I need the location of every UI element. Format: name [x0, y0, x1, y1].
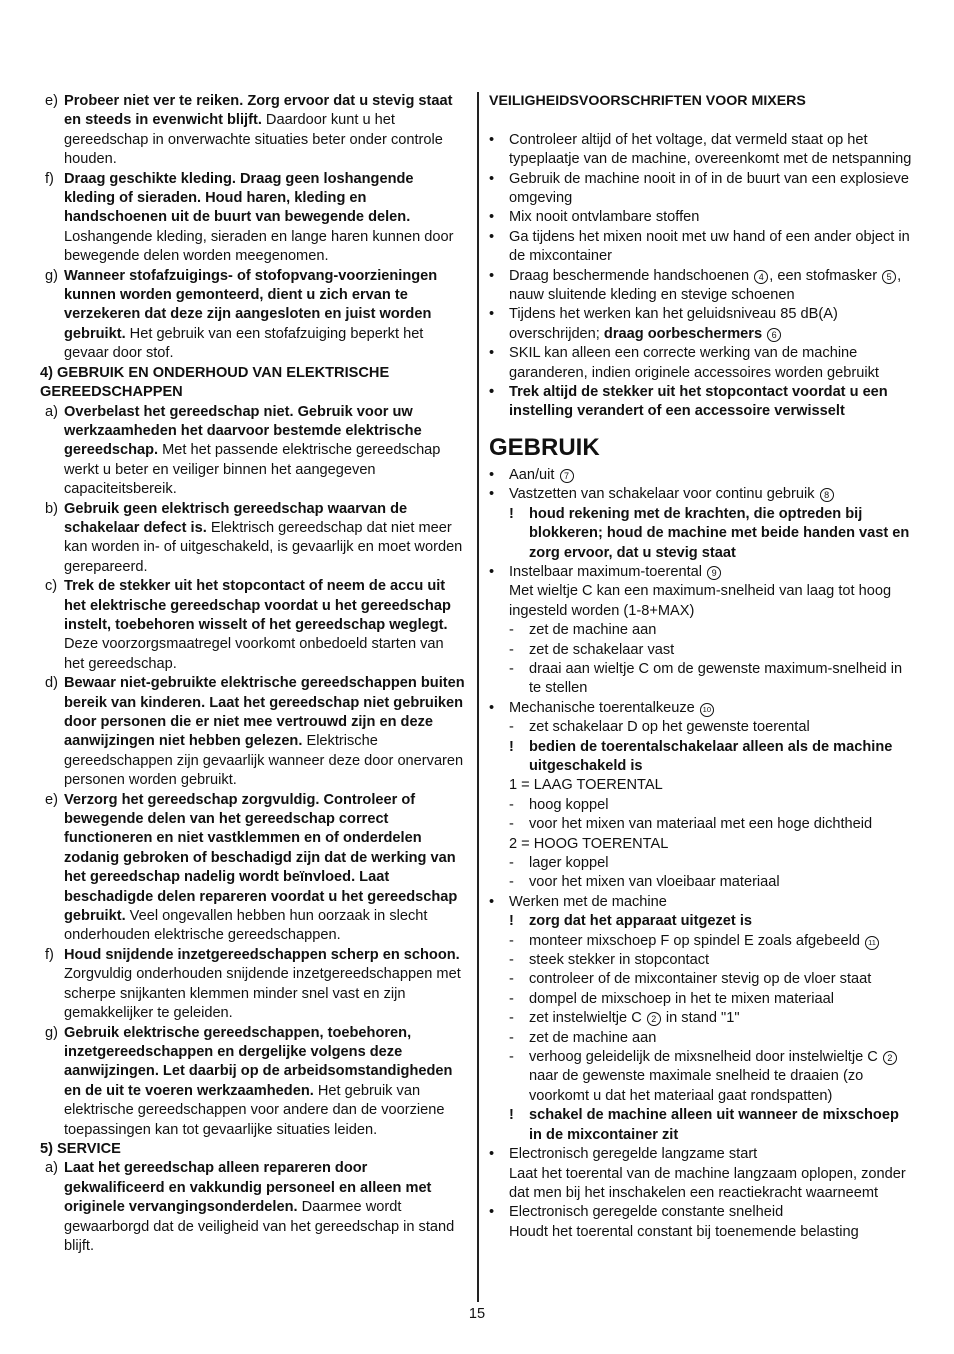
item-marker: b)	[45, 500, 58, 517]
dash: -	[509, 971, 514, 988]
safety-item-accessories	[489, 344, 913, 383]
figure-ref-2: 2	[883, 1051, 897, 1065]
use-item-gear	[489, 699, 913, 718]
safety-text: SKIL kan alleen een correcte werking van de machine garanderen, indien originele accessoires worden gebruikt	[509, 345, 879, 381]
bullet: •	[489, 486, 495, 503]
safety-bold: draag oorbeschermers	[603, 325, 763, 342]
step	[489, 990, 913, 1009]
rule-e-maintain	[40, 791, 466, 946]
section-heading-5: 5) SERVICE	[40, 1140, 121, 1157]
warning-gear	[489, 738, 913, 777]
right-column	[489, 92, 913, 1242]
rule-b-switch	[40, 500, 466, 578]
rule-bold: Gebruik elektrische gereedschappen, toebehoren, inzetgereedschappen en dergelijke volgens deze aanwijzingen. Let daarbij op de arbeidsomstandigheden en de uit te voeren werkzaamheden.	[64, 1024, 453, 1099]
dash: -	[509, 660, 514, 677]
rule-text: Het gebruik van elektrische gereedschappen voor andere dan de voorziene toepassingen kan tot gevaarlijke situaties leiden.	[64, 1082, 445, 1138]
column-divider	[477, 92, 479, 1302]
bullet: •	[489, 345, 495, 362]
dash: -	[509, 622, 514, 639]
safety-item-voltage	[489, 131, 913, 170]
rule-text: Daarmee wordt gewaarborgd dat de veiligheid van het gereedschap in stand blijft.	[64, 1199, 455, 1254]
step-text: voor het mixen van vloeibaar materiaal	[529, 874, 780, 891]
rule-f-sharp	[40, 946, 466, 1024]
rule-text: Elektrisch gereedschap dat niet meer kan worden in- of uitgeschakeld, is gevaarlijk en moet worden gerepareerd.	[64, 519, 463, 575]
bullet: •	[489, 384, 495, 401]
use-text: Instelbaar maximum-toerental	[509, 563, 703, 580]
step	[489, 660, 913, 699]
dash: -	[509, 990, 514, 1007]
warning-text: houd rekening met de krachten, die optreden bij blokkeren; houd de machine met beide handen vast en zorg ervoor, dat u stevig staat	[529, 505, 910, 561]
use-text: Aan/uit	[509, 466, 555, 483]
item-marker: g)	[45, 267, 58, 284]
step-text: zet de machine aan	[529, 1029, 657, 1046]
step	[489, 641, 913, 660]
figure-ref-4: 4	[754, 270, 768, 284]
figure-ref-5: 5	[882, 270, 896, 284]
safety-text: Controleer altijd of het voltage, dat vermeld staat op het typeplaatje van de machine, overeenkomt met de netspanning	[509, 131, 912, 168]
use-item-lock	[489, 485, 913, 504]
figure-ref-2: 2	[647, 1012, 661, 1026]
figure-ref-11: 11	[865, 936, 879, 950]
rule-d-children	[40, 674, 466, 790]
warning-off	[489, 912, 913, 931]
use-text: Electronisch geregelde langzame start	[509, 1146, 758, 1163]
item-marker: d)	[45, 675, 58, 692]
rule-bold: Bewaar niet-gebruikte elektrische gereedschappen buiten bereik van kinderen. Laat het gereedschap niet gebruiken door personen die er niet mee vertrouwd zijn en deze aanwijzingen niet hebben gelezen.	[64, 675, 465, 750]
bullet: •	[489, 699, 495, 716]
step-text: hoog koppel	[529, 796, 609, 813]
rule-text: Het gebruik van een stofafzuiging beperkt het gevaar door stof.	[64, 325, 424, 362]
dash: -	[509, 1010, 514, 1027]
rule-bold: Verzorg het gereedschap zorgvuldig. Controleer of bewegende delen van het gereedschap correct functioneren en niet vastklemmen en of onderdelen zodanig gebroken of beschadigd zijn dat de werking van het gereedschap nadelig wordt beïnvloed. Laat beschadigde delen repareren voordat u het gereedschap gebruikt.	[64, 791, 458, 925]
step	[489, 1029, 913, 1048]
warning-text: zorg dat het apparaat uitgezet is	[529, 913, 752, 930]
warning-mark: !	[509, 505, 514, 522]
gebruik-heading: GEBRUIK	[489, 433, 600, 461]
safety-item-explosive	[489, 170, 913, 209]
dash: -	[509, 796, 514, 813]
dash: -	[509, 1049, 514, 1066]
warning-text: bedien de toerentalschakelaar alleen als de machine uitgeschakeld is	[529, 738, 893, 774]
step-text: naar de gewenste maximale snelheid te draaien (zo voorkomt u dat het materiaal gaat rondspatten)	[529, 1068, 864, 1104]
item-marker: a)	[45, 403, 58, 420]
use-desc: Laat het toerental van de machine langzaam oplopen, zonder dat men bij het inschakelen een reactiekracht waarneemt	[509, 1165, 906, 1201]
bullet: •	[489, 563, 495, 580]
warning-mark: !	[509, 1107, 514, 1124]
rule-text: Zorgvuldig onderhouden snijdende inzetgereedschappen met scherpe snijkanten klemmen minder snel vast en zijn gemakkelijker te geleiden.	[64, 966, 461, 1022]
dash: -	[509, 855, 514, 872]
safety-item-flammable	[489, 208, 913, 227]
bullet: •	[489, 209, 495, 226]
safety-item-hand	[489, 228, 913, 267]
rule-text: Deze voorzorgsmaatregel voorkomt onbedoeld starten van het gereedschap.	[64, 636, 444, 672]
step-text: monteer mixschoep F op spindel E zoals afgebeeld	[529, 932, 860, 949]
rule-text: Veel ongevallen hebben hun oorzaak in slecht onderhouden elektrische gereedschappen.	[64, 908, 428, 944]
figure-ref-8: 8	[820, 488, 834, 502]
safety-heading: VEILIGHEIDSVOORSCHRIFTEN VOOR MIXERS	[489, 93, 806, 109]
use-item-max-speed	[489, 563, 913, 582]
item-marker: c)	[45, 578, 58, 595]
step	[489, 621, 913, 640]
bullet: •	[489, 466, 495, 483]
rule-text: Met het passende elektrische gereedschap werkt u beter en veiliger binnen het aangegeven capaciteitsbereik.	[64, 442, 441, 498]
warning-mark: !	[509, 738, 514, 755]
gear-low-label: 1 = LAAG TOERENTAL	[509, 777, 663, 794]
rule-e-reach	[40, 92, 466, 170]
step-text: in stand "1"	[661, 1010, 740, 1027]
dash: -	[509, 641, 514, 658]
dash: -	[509, 719, 514, 736]
use-text: Electronisch geregelde constante snelheid	[509, 1204, 784, 1221]
item-marker: e)	[45, 93, 58, 109]
warning-lock	[489, 505, 913, 563]
use-item-working	[489, 893, 913, 912]
step-text: zet instelwieltje C	[529, 1010, 642, 1027]
bullet: •	[489, 1146, 495, 1163]
bullet: •	[489, 267, 495, 284]
safety-text: Tijdens het werken kan het geluidsniveau 85 dB(A) overschrijden;	[509, 306, 838, 342]
spacer	[489, 111, 913, 130]
figure-ref-9: 9	[707, 566, 721, 580]
use-item-onoff	[489, 466, 913, 485]
step-text: controleer of de mixcontainer stevig op de vloer staat	[529, 971, 872, 988]
item-marker: a)	[45, 1160, 58, 1177]
rule-bold: Laat het gereedschap alleen repareren door gekwalificeerd en vakkundig personeel en alleen met originele vervangingsonderdelen.	[64, 1160, 432, 1216]
rule-text: Loshangende kleding, sieraden en lange haren kunnen door bewegende delen worden meegenomen.	[64, 228, 454, 265]
rule-c-unplug	[40, 577, 466, 674]
item-marker: f)	[45, 946, 54, 963]
step-text: zet schakelaar D op het gewenste toerental	[529, 719, 810, 736]
warning-text: schakel de machine alleen uit wanneer de mixschoep in de mixcontainer zit	[529, 1107, 899, 1143]
bullet: •	[489, 1204, 495, 1221]
use-text: Mechanische toerentalkeuze	[509, 699, 695, 716]
step	[489, 718, 913, 737]
figure-ref-7: 7	[560, 469, 574, 483]
bullet: •	[489, 306, 495, 323]
step-text: voor het mixen van materiaal met een hoge dichtheid	[529, 816, 873, 833]
step	[489, 932, 913, 951]
rule-bold: Probeer niet ver te reiken. Zorg ervoor dat u stevig staat en steeds in evenwicht blijft.	[64, 93, 453, 129]
safety-item-gloves	[489, 267, 913, 306]
step	[489, 970, 913, 989]
use-desc: Houdt het toerental constant bij toenemende belasting	[509, 1223, 859, 1240]
page-number: 15	[468, 1306, 486, 1322]
safety-text: Ga tijdens het mixen nooit met uw hand of een ander object in de mixcontainer	[509, 228, 910, 265]
step-text: zet de schakelaar vast	[529, 641, 675, 658]
use-text: Vastzetten van schakelaar voor continu gebruik	[509, 486, 815, 503]
step	[489, 951, 913, 970]
safety-text: , een stofmasker	[769, 267, 878, 284]
safety-text: Draag beschermende handschoenen	[509, 267, 750, 284]
rule-bold: Overbelast het gereedschap niet. Gebruik voor uw werkzaamheden het daarvoor bestemde elektrische gereedschap.	[64, 403, 422, 459]
use-text: Werken met de machine	[509, 893, 667, 910]
left-column	[40, 92, 466, 1256]
warning-switch-off	[489, 1106, 913, 1145]
dash: -	[509, 1029, 514, 1046]
safety-item-noise	[489, 305, 913, 344]
figure-ref-6: 6	[767, 328, 781, 342]
safety-text: , nauw sluitende kleding en stevige schoenen	[509, 267, 902, 304]
gear-high-label: 2 = HOOG TOERENTAL	[509, 835, 669, 852]
safety-item-unplug	[489, 383, 913, 422]
rule-bold: Trek de stekker uit het stopcontact of neem de accu uit het elektrische gereedschap voordat u het gereedschap instelt, toebehoren wisselt of het gereedschap weglegt.	[64, 578, 451, 633]
step-text: steek stekker in stopcontact	[529, 952, 710, 969]
use-desc: Met wieltje C kan een maximum-snelheid van laag tot hoog ingesteld worden (1-8+MAX)	[509, 583, 892, 619]
step-text: dompel de mixschoep in het te mixen materiaal	[529, 990, 835, 1007]
item-marker: e)	[45, 791, 58, 808]
rule-bold: Houd snijdende inzetgereedschappen scherp en schoon.	[64, 946, 460, 963]
bullet: •	[489, 131, 495, 148]
figure-ref-10: 10	[700, 703, 714, 717]
step	[489, 1009, 913, 1028]
dash: -	[509, 874, 514, 891]
safety-text: Trek altijd de stekker uit het stopcontact voordat u een instelling verandert of een accessoire verwisselt	[509, 384, 888, 420]
step	[489, 854, 913, 873]
bullet: •	[489, 228, 495, 245]
dash: -	[509, 952, 514, 969]
rule-g-usage	[40, 1024, 466, 1140]
rule-a-overload	[40, 403, 466, 500]
step	[489, 1048, 913, 1106]
step-text: verhoog geleidelijk de mixsnelheid door instelwieltje C	[529, 1049, 878, 1066]
warning-mark: !	[509, 913, 514, 930]
step-text: zet de machine aan	[529, 622, 657, 639]
rule-text: Daardoor kunt u het gereedschap in onverwachte situaties beter onder controle houden.	[64, 112, 443, 168]
step	[489, 815, 913, 834]
safety-text: Gebruik de machine nooit in of in de buurt van een explosieve omgeving	[509, 170, 909, 207]
bullet: •	[489, 170, 495, 187]
item-marker: f)	[45, 170, 54, 187]
rule-a-service	[40, 1159, 466, 1256]
step	[489, 796, 913, 815]
use-item-soft-start	[489, 1145, 913, 1164]
rule-bold: Wanneer stofafzuigings- of stofopvang-voorzieningen kunnen worden gemonteerd, dient u zich ervan te verzekeren dat deze zijn aangesloten en juist worden gebruikt.	[64, 267, 438, 342]
dash: -	[509, 816, 514, 833]
rule-g-dust	[40, 267, 466, 364]
rule-bold: Gebruik geen elektrisch gereedschap waarvan de schakelaar defect is.	[64, 500, 408, 536]
rule-text: Elektrische gereedschappen zijn gevaarlijk wanneer deze door onervaren personen worden gebruikt.	[64, 733, 464, 789]
section-heading-4: 4) GEBRUIK EN ONDERHOUD VAN ELEKTRISCHE GEREEDSCHAPPEN	[40, 364, 390, 401]
bullet: •	[489, 893, 495, 910]
use-item-constant-speed	[489, 1203, 913, 1222]
step-text: draai aan wieltje C om de gewenste maximum-snelheid in te stellen	[529, 660, 903, 697]
safety-text: Mix nooit ontvlambare stoffen	[509, 209, 700, 226]
step-text: lager koppel	[529, 855, 609, 872]
rule-f-clothing	[40, 170, 466, 267]
dash: -	[509, 932, 514, 949]
rule-bold: Draag geschikte kleding. Draag geen loshangende kleding of sieraden. Houd haren, kleding en handschoenen uit de buurt van bewegende delen.	[64, 170, 414, 226]
step	[489, 873, 913, 892]
item-marker: g)	[45, 1024, 58, 1041]
